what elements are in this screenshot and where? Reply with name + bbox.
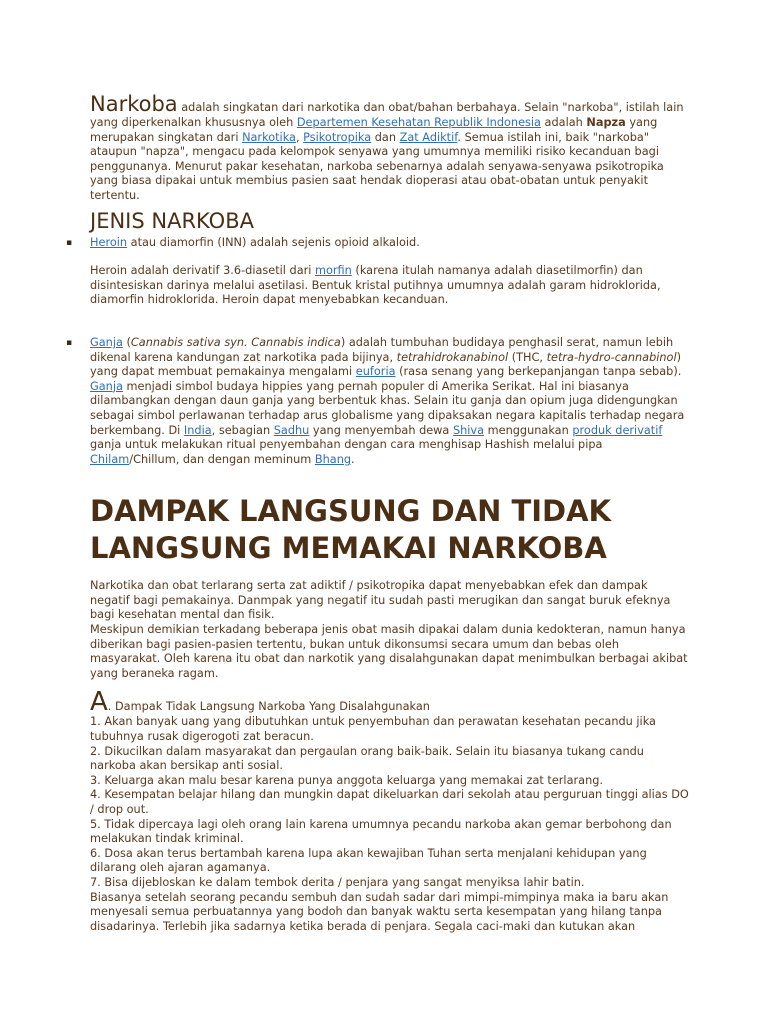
heroin-text: atau diamorfin (INN) adalah sejenis opioid alkaloid.: [127, 235, 420, 249]
jenis-heading: JENIS NARKOBA: [90, 208, 254, 233]
spacer: [90, 250, 690, 264]
link-sadhu[interactable]: Sadhu: [273, 423, 310, 437]
link-heroin[interactable]: Heroin: [90, 235, 128, 249]
link-euforia[interactable]: euforia: [355, 365, 396, 379]
link-ganja[interactable]: Ganja: [90, 335, 123, 349]
intro-paragraph: [90, 92, 690, 204]
spacer: [90, 322, 690, 336]
ganja-text: (: [122, 335, 131, 349]
link-produk-derivatif[interactable]: produk derivatif: [572, 423, 663, 437]
link-shiva[interactable]: Shiva: [452, 423, 485, 437]
intro-text: . Semua istilah ini, baik "narkoba" ataupun "napza", mengacu pada kelompok senyawa yang umumnya memiliki risiko kecanduan bagi penggunanya. Menurut pakar kesehatan, narkoba sebenarnya adalah senyawa-senyawa psikotropika yang biasa dipakai untuk membius pasien saat hendak dioperasi atau obat-obatan untuk penyakit tertentu.: [90, 130, 664, 202]
ganja-text: .: [351, 452, 355, 466]
intro-text: adalah singkatan dari narkotika dan obat/bahan berbahaya. Selain "narkoba", istilah lain yang diperkenalkan khususnya oleh: [90, 101, 684, 129]
list-item: 3. Keluarga akan malu besar karena punya anggota keluarga yang memakai zat terlarang.: [90, 773, 603, 787]
link-depkes[interactable]: Departemen Kesehatan Republik Indonesia: [296, 116, 541, 129]
list-item: 7. Bisa dijebloskan ke dalam tembok derita / penjara yang sangat menyiksa lahir batin.: [90, 875, 585, 889]
list-item: 5. Tidak dipercaya lagi oleh orang lain karena umumnya pecandu narkoba akan gemar berbohong dan melakukan tindak kriminal.: [90, 817, 672, 846]
ganja-text: /Chillum, dan dengan meminum: [129, 452, 315, 466]
ganja-latin-name: Cannabis sativa syn. Cannabis indica: [130, 335, 341, 349]
bullet-icon: ▪: [66, 337, 73, 348]
section-a-title: . Dampak Tidak Langsung Narkoba Yang Disalahgunakan: [107, 700, 430, 714]
list-item: 4. Kesempatan belajar hilang dan mungkin dapat dikeluarkan dari sekolah atau perguruan tinggi alias DO / drop out.: [90, 788, 689, 816]
heroin-text: (karena itulah namanya adalah diasetilmorfin) dan disintesiskan darinya melalui asetilasi. Bentuk kristal putihnya umumnya adalah garam hidroklorida, diamorfin hidroklorida. Heroin dapat menyebabkan kecanduan.: [90, 264, 661, 307]
heroin-line: [90, 236, 690, 251]
ganja-text: (rasa senang yang berkepanjangan tanpa sebab).: [395, 365, 682, 379]
intro-text: yang merupakan singkatan dari: [90, 116, 658, 144]
list-item: 1. Akan banyak uang yang dibutuhkan untuk penyembuhan dan perawatan kesehatan pecandu jika tubuhnya rusak digerogoti zat beracun.: [90, 715, 656, 744]
link-zat-adiktif[interactable]: Zat Adiktif: [399, 130, 458, 144]
ganja-definition: [90, 336, 690, 380]
ganja-text: menggunakan: [484, 423, 573, 437]
dampak-heading: DAMPAK LANGSUNG DAN TIDAK LANGSUNG MEMAKAI NARKOBA: [90, 494, 612, 566]
list-item: 2. Dikucilkan dalam masyarakat dan pergaulan orang baik-baik. Selain itu biasanya tukang candu narkoba akan bersikap anti sosial.: [90, 744, 644, 773]
ganja-text: ganja untuk melakukan ritual penyembahan dengan cara menghisap Hashish melalui pipa: [90, 438, 603, 452]
intro-title-word: Narkoba: [90, 92, 178, 116]
ganja-text: ) yang dapat membuat pemakainya mengalami: [90, 350, 682, 379]
section-a-letter: A: [90, 687, 108, 718]
link-psikotropika[interactable]: Psikotropika: [303, 130, 372, 144]
ganja-text: (THC,: [508, 350, 547, 364]
napza-term: Napza: [586, 116, 626, 129]
link-morfin[interactable]: morfin: [315, 264, 352, 278]
dampak-paragraph-1: Narkotika dan obat terlarang serta zat adiktif / psikotropika dapat menyebabkan efek dan dampak negatif bagi pemakainya. Danmpak yang negatif itu sudah pasti merugikan dan sangat buruk efeknya bagi kesehatan mental dan fisik.: [90, 579, 671, 622]
list-item: 6. Dosa akan terus bertambah karena lupa akan kewajiban Tuhan serta menjalani kehidupan yang dilarang oleh ajaran agamanya.: [90, 846, 647, 875]
intro-text: ,: [295, 130, 304, 144]
link-chilam[interactable]: Chilam: [90, 452, 130, 466]
dampak-paragraph-3: Biasanya setelah seorang pecandu sembuh dan sudah sadar dari mimpi-mimpinya maka ia baru akan menyesali semua perbuatannya yang bodoh dan banyak waktu serta kesempatan yang hilang tanpa disadarinya. Terlebih jika sadarnya ketika berada di penjara. Segala caci-maki dan kutukan akan: [90, 890, 669, 933]
intro-text: dan: [371, 130, 400, 144]
section-a-heading: [90, 687, 690, 718]
list-item-ganja: [66, 335, 690, 467]
spacer: [90, 308, 690, 322]
ganja-thc-term: tetrahidrokanabinol: [396, 350, 509, 364]
link-narkotika[interactable]: Narkotika: [242, 130, 296, 144]
dampak-paragraph-2: Meskipun demikian terkadang beberapa jenis obat masih dipakai dalam dunia kedokteran, namun hanya diberikan bagi pasien-pasien tertentu, bukan untuk dikonsumsi secara umum dan bebas oleh masyarakat. Oleh karena itu obat dan narkotik yang disalahgunakan dapat menimbulkan berbagai akibat yang beraneka ragam.: [90, 623, 688, 680]
ganja-thc-term: tetra-hydro-cannabinol: [546, 350, 677, 364]
link-india[interactable]: India: [183, 423, 212, 437]
ganja-culture: [90, 380, 690, 468]
list-item-heroin: [66, 235, 690, 308]
document-content: [66, 92, 690, 934]
heroin-text: Heroin adalah derivatif 3.6-diasetil dari: [90, 264, 315, 278]
link-ganja-2[interactable]: Ganja: [90, 379, 123, 393]
ganja-text: menjadi simbol budaya hippies yang pernah populer di Amerika Serikat. Hal ini biasanya dilambangkan dengan daun ganja yang berbentuk khas. Selain itu ganja dan opium juga didengungkan sebagai simbol perlawanan terhadap arus globalisme yang dipaksakan negara kapitalis terhadap negara berkembang. Di: [90, 379, 685, 437]
link-bhang[interactable]: Bhang: [314, 452, 352, 466]
ganja-text: ) adalah tumbuhan budidaya penghasil serat, namun lebih dikenal karena kandungan zat narkotika pada bijinya,: [90, 335, 674, 364]
ganja-text: yang menyembah dewa: [309, 423, 453, 437]
intro-text: adalah: [540, 116, 587, 129]
ganja-text: , sebagian: [211, 423, 274, 437]
heroin-detail: [90, 264, 690, 308]
bullet-icon: ▪: [66, 237, 73, 248]
